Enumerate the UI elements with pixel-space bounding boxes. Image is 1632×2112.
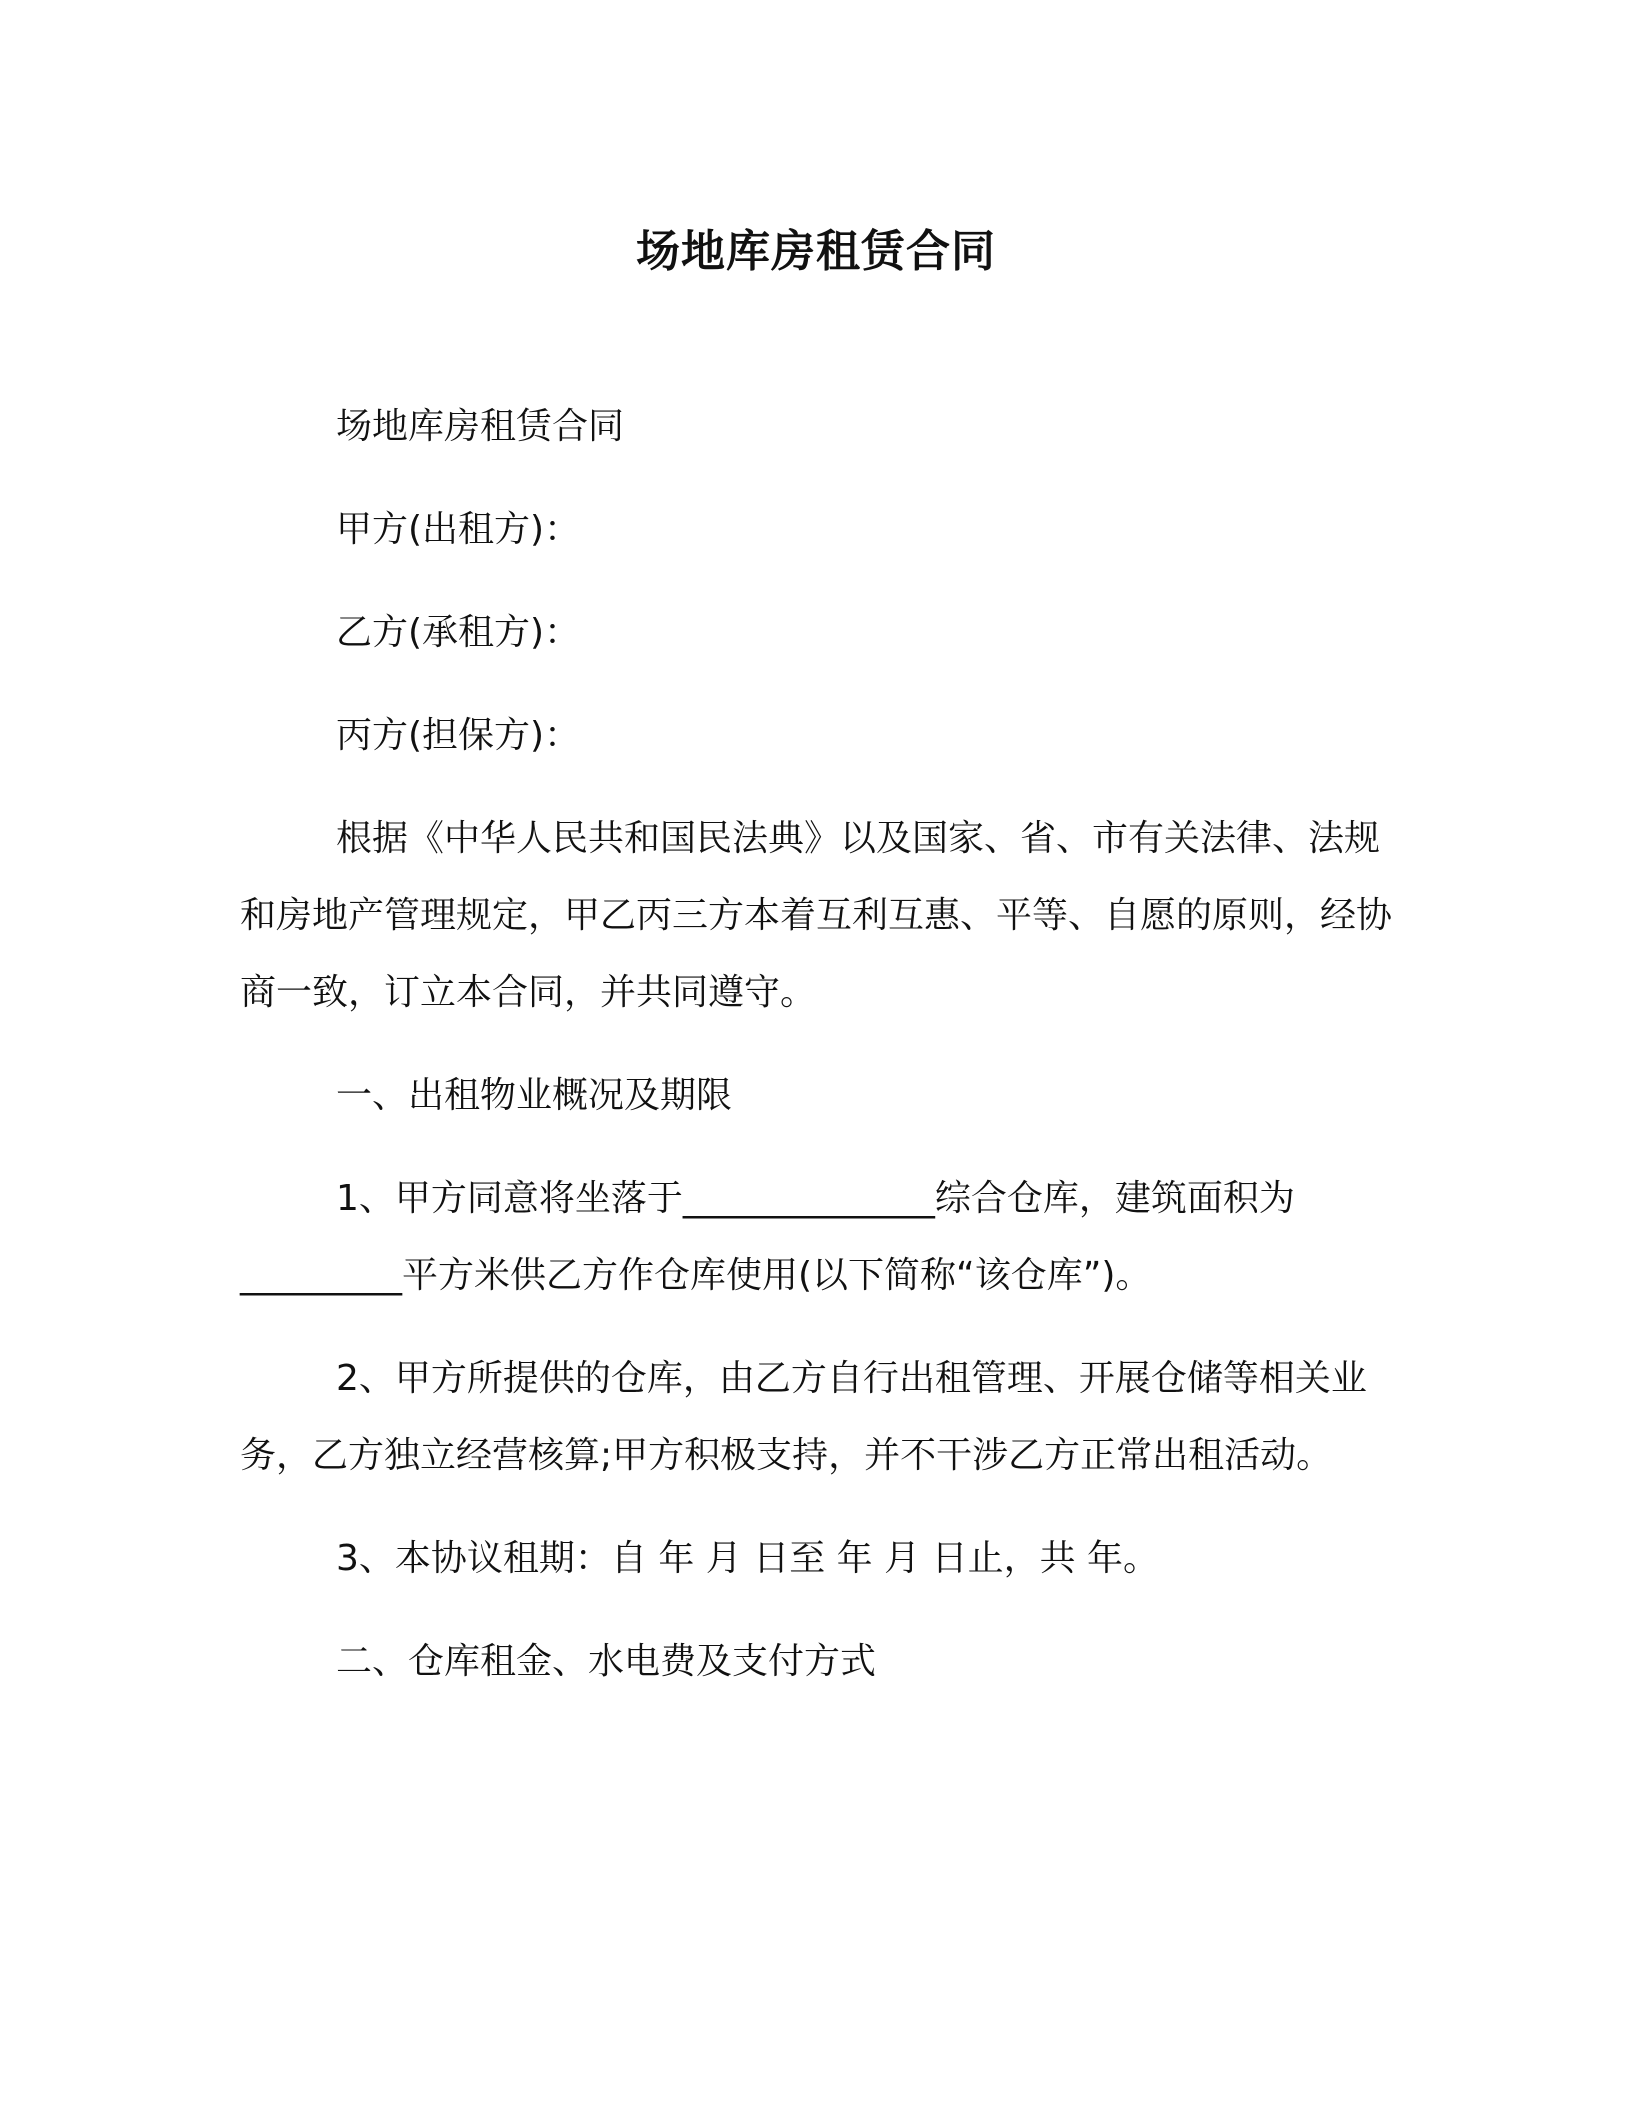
subtitle: 场地库房租赁合同: [336, 406, 625, 447]
preamble-paragraph: 根据《中华人民共和国民法典》以及国家、省、市有关法律、法规和房地产管理规定，甲乙丙三方本着互利互惠、平等、自愿的原则，经协商一致，订立本合同，并共同遵守。: [240, 818, 1393, 1013]
section-2-heading: 二、仓库租金、水电费及支付方式: [336, 1641, 877, 1682]
clause-1-paragraph: [240, 1160, 1392, 1314]
location-blank: ______________: [682, 1178, 935, 1219]
clause-1-text-part3: 平方米供乙方作仓库使用(以下简称“该仓库”)。: [402, 1255, 1152, 1296]
document-body: [240, 388, 1392, 1726]
document-title: 场地库房租赁合同: [636, 226, 996, 277]
clause-1-text-part2: 综合仓库，建筑面积为: [934, 1178, 1295, 1219]
clause-1-text-part1: 1、甲方同意将坐落于: [336, 1178, 683, 1219]
party-c-line: 丙方(担保方)：: [336, 715, 581, 756]
party-a-line: 甲方(出租方)：: [336, 509, 581, 550]
party-b-line: 乙方(承租方)：: [336, 612, 581, 653]
area-blank: _________: [240, 1255, 402, 1296]
clause-3-paragraph: 3、本协议租期：自 年 月 日至 年 月 日止，共 年。: [336, 1538, 1160, 1579]
section-1-heading: 一、出租物业概况及期限: [336, 1075, 733, 1116]
clause-2-paragraph: 2、甲方所提供的仓库，由乙方自行出租管理、开展仓储等相关业务，乙方独立经营核算;甲方积极支持，并不干涉乙方正常出租活动。: [240, 1358, 1367, 1476]
